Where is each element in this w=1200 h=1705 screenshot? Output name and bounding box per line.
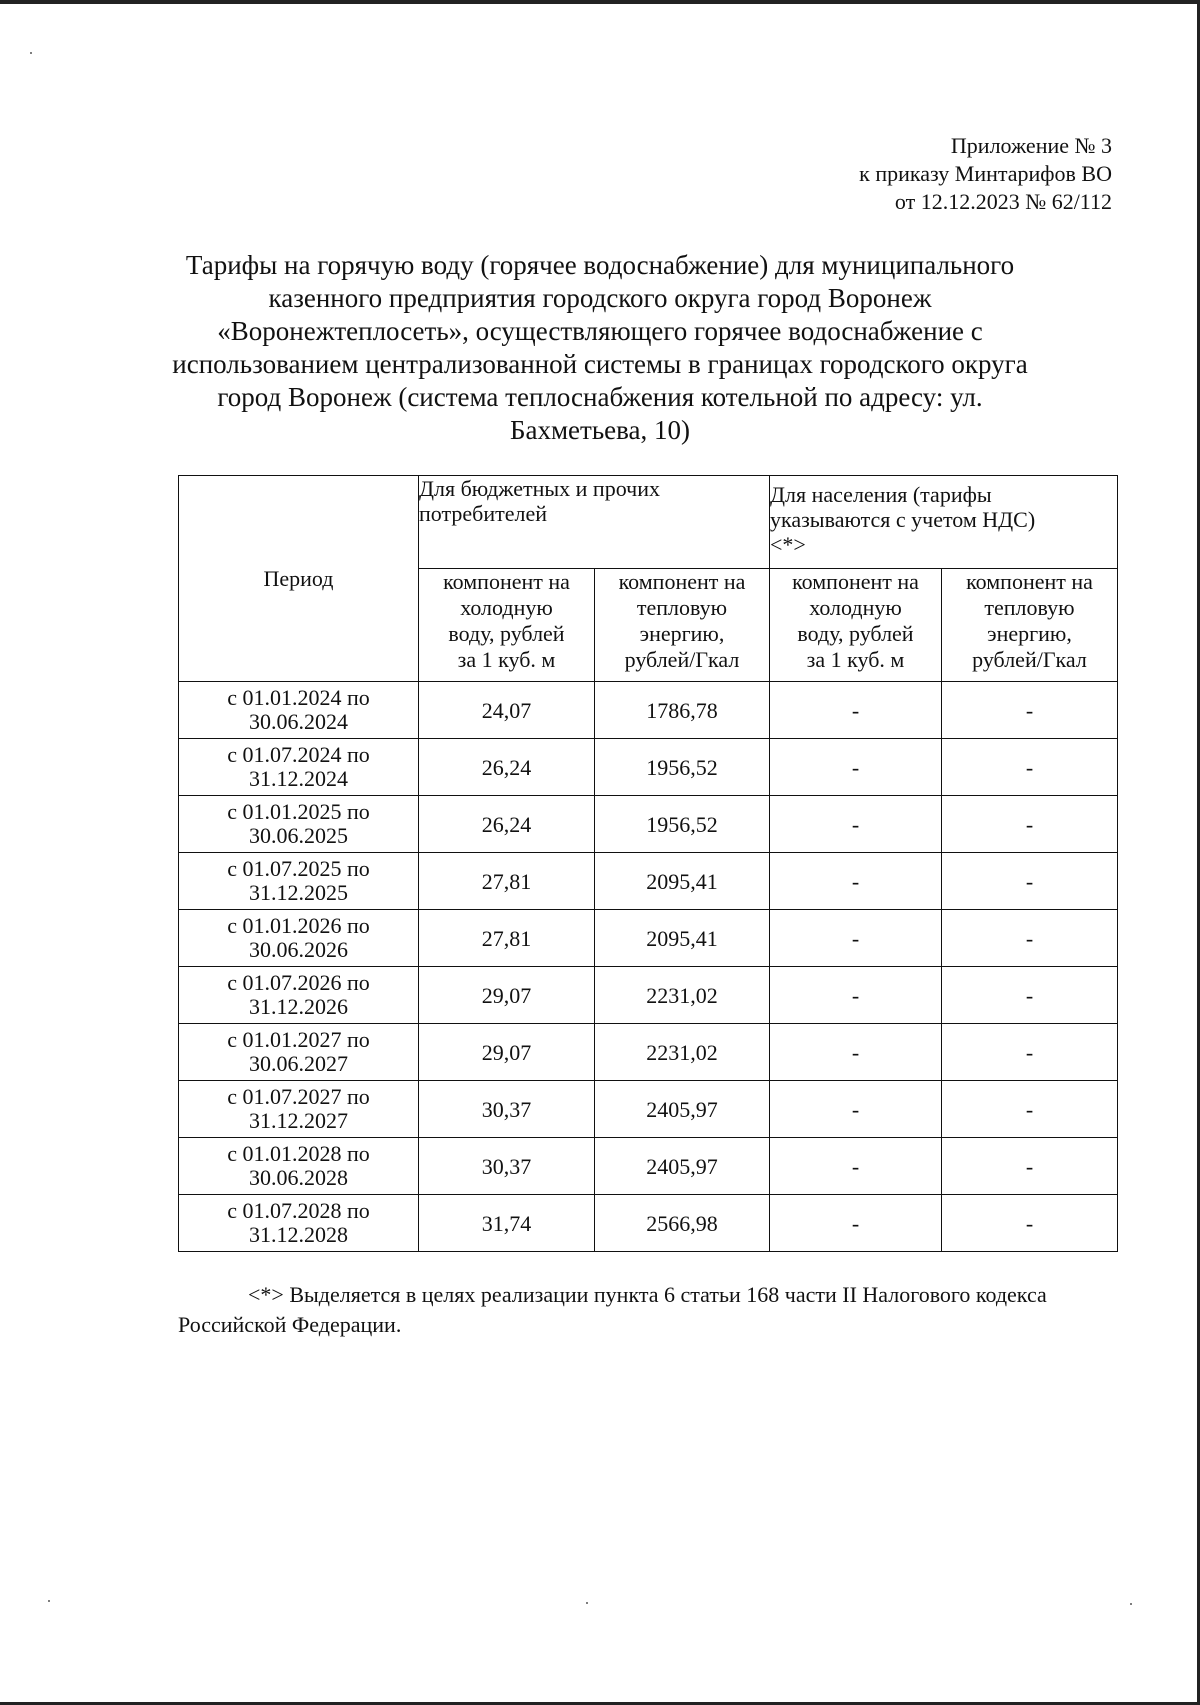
header-line: Для населения (тарифы xyxy=(770,482,992,507)
budget-cold-cell: 29,07 xyxy=(419,967,595,1024)
budget-cold-cell: 27,81 xyxy=(419,853,595,910)
title-line: Тарифы на горячую воду (горячее водоснабжение) для муниципального xyxy=(185,250,1015,280)
header-line: компонент на xyxy=(443,569,570,594)
period-to: 31.12.2026 xyxy=(249,994,348,1019)
population-heat-cell: - xyxy=(942,967,1118,1024)
annex-date: от 12.12.2023 № 62/112 xyxy=(894,189,1112,214)
period-to: 31.12.2028 xyxy=(249,1222,348,1247)
table-row xyxy=(179,1081,1118,1138)
tariff-table xyxy=(178,475,1118,1252)
header-line: холодную xyxy=(460,595,553,620)
header-line: <*> xyxy=(770,532,806,557)
budget-heat-cell: 2405,97 xyxy=(595,1138,770,1195)
header-line: за 1 куб. м xyxy=(457,647,556,672)
budget-group-header xyxy=(419,476,770,569)
period-to: 31.12.2024 xyxy=(249,766,348,791)
population-heat-header xyxy=(942,569,1118,682)
header-line: рублей/Гкал xyxy=(972,647,1087,672)
population-heat-cell: - xyxy=(942,796,1118,853)
population-cold-cell: - xyxy=(770,1081,942,1138)
population-cold-cell: - xyxy=(770,910,942,967)
table-row xyxy=(179,682,1118,739)
footnote: <*> Выделяется в целях реализации пункта 6 статьи 168 части II Налогового кодекса Российской Федерации. xyxy=(178,1282,1047,1337)
period-from: с 01.01.2028 по xyxy=(227,1141,370,1166)
table-row xyxy=(179,1138,1118,1195)
table-row xyxy=(179,1024,1118,1081)
budget-heat-header xyxy=(595,569,770,682)
header-line: воду, рублей xyxy=(797,621,914,646)
header-line: энергию, xyxy=(639,621,725,646)
period-cell xyxy=(179,853,419,910)
header-line: указываются с учетом НДС) xyxy=(770,507,1036,532)
period-column-header: Период xyxy=(179,476,419,682)
annex-order: к приказу Минтарифов ВО xyxy=(859,161,1112,186)
population-heat-cell: - xyxy=(942,853,1118,910)
title-line: «Воронежтеплосеть», осуществляющего горячее водоснабжение с xyxy=(217,316,983,346)
budget-heat-cell: 2405,97 xyxy=(595,1081,770,1138)
table-row xyxy=(179,853,1118,910)
population-heat-cell: - xyxy=(942,1081,1118,1138)
period-from: с 01.07.2025 по xyxy=(227,856,370,881)
period-cell xyxy=(179,682,419,739)
budget-cold-cell: 27,81 xyxy=(419,910,595,967)
header-line: компонент на xyxy=(792,569,919,594)
header-row xyxy=(179,476,1118,569)
table-row xyxy=(179,910,1118,967)
period-to: 31.12.2027 xyxy=(249,1108,348,1133)
period-from: с 01.01.2024 по xyxy=(227,685,370,710)
scan-speck xyxy=(1130,1603,1132,1605)
title-line: Бахметьева, 10) xyxy=(509,415,691,445)
table-row xyxy=(179,967,1118,1024)
budget-heat-cell: 2095,41 xyxy=(595,853,770,910)
budget-cold-cell: 29,07 xyxy=(419,1024,595,1081)
scan-speck xyxy=(586,1602,588,1604)
budget-heat-cell: 1786,78 xyxy=(595,682,770,739)
population-cold-cell: - xyxy=(770,1138,942,1195)
period-cell xyxy=(179,1195,419,1252)
title-line: казенного предприятия городского округа город Воронеж xyxy=(268,283,932,313)
header-line: Для бюджетных и прочих xyxy=(419,476,660,501)
title-line: город Воронеж (система теплоснабжения котельной по адресу: ул. xyxy=(217,382,983,412)
population-cold-header xyxy=(770,569,942,682)
budget-cold-cell: 30,37 xyxy=(419,1138,595,1195)
header-line: за 1 куб. м xyxy=(806,647,905,672)
header-line: компонент на xyxy=(966,569,1093,594)
period-from: с 01.01.2026 по xyxy=(227,913,370,938)
header-line: компонент на xyxy=(618,569,746,594)
population-cold-cell: - xyxy=(770,853,942,910)
period-cell xyxy=(179,910,419,967)
population-cold-cell: - xyxy=(770,796,942,853)
budget-cold-cell: 26,24 xyxy=(419,796,595,853)
header-line: потребителей xyxy=(419,501,547,526)
population-heat-cell: - xyxy=(942,739,1118,796)
header-line: рублей/Гкал xyxy=(624,647,740,672)
title-line: использованием централизованной системы в границах городского округа xyxy=(172,349,1028,379)
header-line: энергию, xyxy=(987,621,1072,646)
table-row xyxy=(179,1195,1118,1252)
period-cell xyxy=(179,739,419,796)
budget-heat-cell: 2231,02 xyxy=(595,967,770,1024)
population-cold-cell: - xyxy=(770,1195,942,1252)
budget-heat-cell: 1956,52 xyxy=(595,796,770,853)
budget-cold-cell: 24,07 xyxy=(419,682,595,739)
table-row xyxy=(179,796,1118,853)
table-row xyxy=(179,739,1118,796)
population-group-header xyxy=(770,476,1118,569)
population-cold-cell: - xyxy=(770,967,942,1024)
period-from: с 01.07.2028 по xyxy=(227,1198,370,1223)
budget-heat-cell: 2231,02 xyxy=(595,1024,770,1081)
population-heat-cell: - xyxy=(942,682,1118,739)
period-from: с 01.01.2027 по xyxy=(227,1027,370,1052)
budget-heat-cell: 2095,41 xyxy=(595,910,770,967)
period-cell xyxy=(179,796,419,853)
budget-cold-cell: 26,24 xyxy=(419,739,595,796)
period-from: с 01.07.2026 по xyxy=(227,970,370,995)
header-line: холодную xyxy=(809,595,902,620)
scan-speck xyxy=(30,52,32,54)
period-to: 30.06.2024 xyxy=(249,709,348,734)
period-cell xyxy=(179,1081,419,1138)
annex-reference xyxy=(859,132,1112,216)
budget-cold-header xyxy=(419,569,595,682)
document-title xyxy=(150,249,1050,447)
period-from: с 01.01.2025 по xyxy=(227,799,370,824)
population-cold-cell: - xyxy=(770,1024,942,1081)
period-to: 31.12.2025 xyxy=(249,880,348,905)
period-to: 30.06.2026 xyxy=(249,937,348,962)
header-line: тепловую xyxy=(636,595,728,620)
table-body xyxy=(179,682,1118,1252)
table-header xyxy=(179,476,1118,682)
budget-heat-cell: 1956,52 xyxy=(595,739,770,796)
period-cell xyxy=(179,1024,419,1081)
population-cold-cell: - xyxy=(770,682,942,739)
period-cell xyxy=(179,967,419,1024)
population-cold-cell: - xyxy=(770,739,942,796)
period-to: 30.06.2025 xyxy=(249,823,348,848)
budget-heat-cell: 2566,98 xyxy=(595,1195,770,1252)
period-cell xyxy=(179,1138,419,1195)
population-heat-cell: - xyxy=(942,1024,1118,1081)
budget-cold-cell: 30,37 xyxy=(419,1081,595,1138)
annex-number: Приложение № 3 xyxy=(950,133,1112,158)
scan-speck xyxy=(48,1600,50,1602)
population-heat-cell: - xyxy=(942,1195,1118,1252)
header-line: тепловую xyxy=(984,595,1075,620)
header-line: воду, рублей xyxy=(448,621,565,646)
population-heat-cell: - xyxy=(942,910,1118,967)
period-from: с 01.07.2024 по xyxy=(227,742,370,767)
budget-cold-cell: 31,74 xyxy=(419,1195,595,1252)
period-to: 30.06.2027 xyxy=(249,1051,348,1076)
period-to: 30.06.2028 xyxy=(249,1165,348,1190)
period-from: с 01.07.2027 по xyxy=(227,1084,370,1109)
population-heat-cell: - xyxy=(942,1138,1118,1195)
